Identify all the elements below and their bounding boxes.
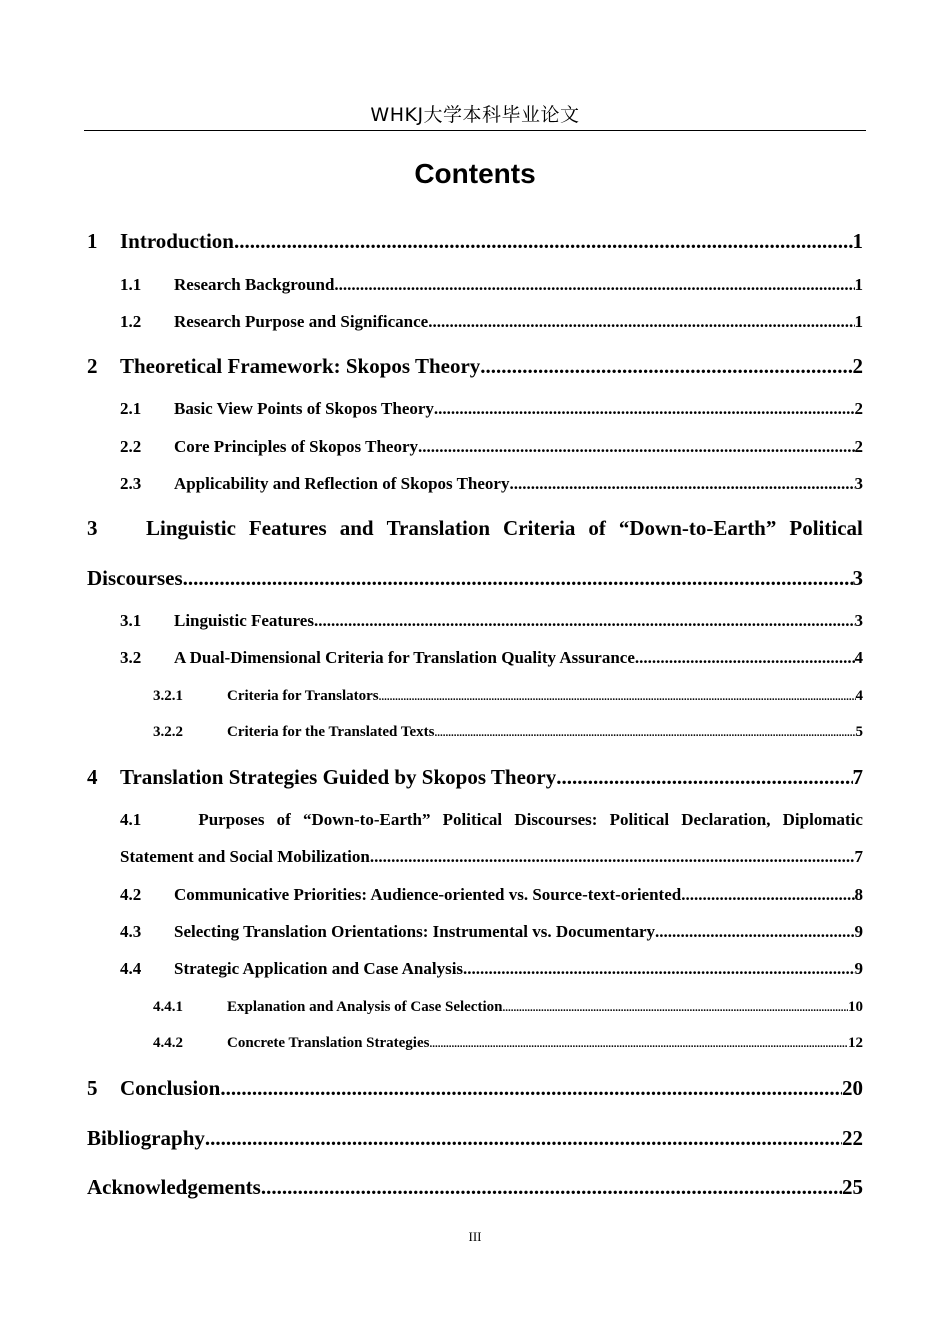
toc-number: 5	[87, 1076, 98, 1100]
toc-leader	[234, 226, 853, 256]
toc-leader	[261, 1172, 842, 1202]
toc-page: 2	[852, 354, 863, 378]
toc-leader	[434, 397, 855, 421]
toc-leader	[428, 310, 854, 334]
toc-leader	[220, 1073, 842, 1103]
toc-word: Political	[609, 810, 670, 829]
toc-page: 4	[855, 688, 863, 704]
toc-word: Criteria	[503, 516, 576, 540]
toc-leader	[418, 435, 855, 459]
toc-page: 1	[852, 229, 863, 253]
toc-number: 4.3	[120, 922, 142, 941]
toc-number: 2	[87, 354, 98, 378]
toc-word: and	[339, 516, 374, 540]
toc-entry-3-2-1[interactable]	[153, 685, 863, 708]
toc-leader	[463, 957, 854, 981]
toc-label: Discourses	[87, 566, 183, 590]
toc-page: 1	[854, 312, 863, 331]
toc-number: 2.3	[120, 474, 142, 493]
toc-label: Linguistic Features	[174, 611, 314, 630]
toc-label: Core Principles of Skopos Theory	[174, 437, 418, 456]
toc-page: 10	[848, 999, 863, 1015]
toc-entry-chapter-4[interactable]	[87, 762, 863, 792]
toc-word: Linguistic	[146, 516, 236, 540]
toc-entry-4-2[interactable]	[120, 883, 863, 907]
toc-entry-4-4-1[interactable]	[153, 996, 863, 1019]
toc-entry-chapter-5[interactable]	[87, 1073, 863, 1103]
toc-page: 2	[854, 437, 863, 456]
toc-page: 22	[842, 1126, 863, 1150]
toc-number: 1.1	[120, 275, 142, 294]
toc-page: 8	[854, 885, 863, 904]
contents-title: Contents	[414, 158, 536, 189]
toc-word: “Down-to-Earth”	[618, 516, 777, 540]
toc-page: 2	[854, 399, 863, 418]
toc-label: Strategic Application and Case Analysis	[174, 959, 464, 978]
toc-label: Applicability and Reflection of Skopos Theory	[174, 474, 510, 493]
toc-entry-1-1[interactable]	[120, 273, 863, 297]
toc-label: Bibliography	[87, 1126, 205, 1150]
toc-label: A Dual-Dimensional Criteria for Translation Quality Assurance	[174, 648, 635, 667]
toc-word: of	[588, 516, 606, 540]
toc-leader	[334, 273, 854, 297]
toc-entry-4-4-2[interactable]	[153, 1032, 863, 1055]
toc-word: of	[276, 810, 291, 829]
toc-leader	[429, 1033, 848, 1055]
toc-page: 20	[842, 1076, 863, 1100]
toc-entry-3-2[interactable]	[120, 646, 863, 670]
toc-entry-4-3[interactable]	[120, 920, 863, 944]
toc-page: 4	[854, 648, 863, 667]
toc-entry-chapter-3-line-1[interactable]	[87, 513, 863, 543]
toc-page: 25	[842, 1175, 863, 1199]
toc-leader	[509, 472, 854, 496]
toc-word: “Down-to-Earth”	[302, 810, 431, 829]
toc-leader	[434, 722, 855, 744]
toc-number: 2.1	[120, 399, 142, 418]
toc-leader	[370, 845, 855, 869]
toc-label: Research Background	[174, 275, 335, 294]
toc-entry-chapter-2[interactable]	[87, 351, 863, 381]
toc-word: Purposes	[198, 810, 265, 829]
toc-word: Translation	[386, 516, 491, 540]
toc-label: Explanation and Analysis of Case Selection	[227, 999, 503, 1015]
toc-entry-bibliography[interactable]	[87, 1123, 863, 1153]
toc-page: 7	[852, 765, 863, 789]
toc-word: Political	[789, 516, 863, 540]
toc-number: 1.2	[120, 312, 142, 331]
toc-number: 2.2	[120, 437, 142, 456]
toc-page: 9	[854, 959, 863, 978]
toc-label: Translation Strategies Guided by Skopos Theory	[120, 765, 557, 789]
toc-number: 4.1	[120, 810, 142, 829]
toc-leader	[681, 883, 854, 907]
toc-number: 3.2.1	[153, 688, 183, 704]
toc-entry-4-1-line-1[interactable]	[120, 808, 863, 832]
toc-leader	[556, 762, 852, 792]
toc-entry-4-1-line-2[interactable]	[120, 845, 863, 869]
toc-label: Selecting Translation Orientations: Instrumental vs. Documentary	[174, 922, 656, 941]
toc-label: Criteria for the Translated Texts	[227, 724, 435, 740]
toc-page: 3	[852, 566, 863, 590]
toc-label: Criteria for Translators	[227, 688, 379, 704]
toc-number: 4	[87, 765, 98, 789]
toc-label: Theoretical Framework: Skopos Theory	[120, 354, 481, 378]
toc-page: 3	[854, 611, 863, 630]
toc-entry-2-2[interactable]	[120, 435, 863, 459]
toc-entry-acknowledgements[interactable]	[87, 1172, 863, 1202]
toc-word: Diplomatic	[782, 810, 863, 829]
toc-page: 9	[854, 922, 863, 941]
toc-page: 5	[855, 724, 863, 740]
toc-entry-1-2[interactable]	[120, 310, 863, 334]
page-number: III	[468, 1229, 482, 1244]
toc-label: Concrete Translation Strategies	[227, 1035, 430, 1051]
toc-leader	[379, 686, 856, 708]
toc-page: 1	[854, 275, 863, 294]
toc-label: Communicative Priorities: Audience-oriented vs. Source-text-oriented	[174, 885, 682, 904]
toc-number: 3.2.2	[153, 724, 183, 740]
toc-word: Political	[442, 810, 503, 829]
toc-leader	[183, 563, 853, 593]
toc-entry-chapter-1[interactable]	[87, 226, 863, 256]
toc-word: Discourses:	[514, 810, 598, 829]
toc-number: 4.4.1	[153, 999, 183, 1015]
toc-leader	[635, 646, 855, 670]
toc-number: 4.4.2	[153, 1035, 183, 1051]
toc-entry-3-2-2[interactable]	[153, 721, 863, 744]
toc-number: 3.2	[120, 648, 142, 667]
toc-label: Statement and Social Mobilization	[120, 847, 370, 866]
running-header: WHKJ大学本科毕业论文	[370, 104, 580, 126]
toc-number: 4.2	[120, 885, 142, 904]
toc-leader	[314, 609, 855, 633]
toc-leader	[205, 1123, 842, 1153]
toc-label: Basic View Points of Skopos Theory	[174, 399, 434, 418]
toc-leader	[480, 351, 852, 381]
toc-page: 3	[854, 474, 863, 493]
toc-page: 7	[854, 847, 863, 866]
toc-number: 4.4	[120, 959, 142, 978]
toc-number: 1	[87, 229, 98, 253]
toc-word: Features	[248, 516, 327, 540]
toc-number: 3.1	[120, 611, 142, 630]
toc-leader	[655, 920, 854, 944]
toc-word: Declaration,	[681, 810, 771, 829]
toc-label: Acknowledgements	[87, 1175, 261, 1199]
toc-entry-3-1[interactable]	[120, 609, 863, 633]
toc-label: Conclusion	[120, 1076, 221, 1100]
toc-entry-4-4[interactable]	[120, 957, 863, 981]
toc-entry-2-3[interactable]	[120, 472, 863, 496]
toc-label: Research Purpose and Significance	[174, 312, 429, 331]
toc-page: 12	[848, 1035, 863, 1051]
toc-leader	[502, 997, 848, 1019]
toc-label: Introduction	[120, 229, 234, 253]
toc-entry-chapter-3-line-2[interactable]	[87, 563, 863, 593]
toc-number: 3	[87, 516, 98, 540]
toc-entry-2-1[interactable]	[120, 397, 863, 421]
